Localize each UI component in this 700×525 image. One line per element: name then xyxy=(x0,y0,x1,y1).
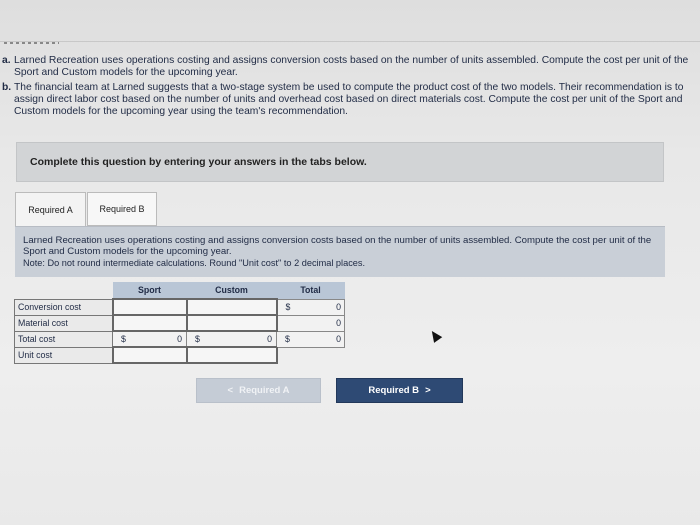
row-label-material-cost: Material cost xyxy=(15,315,113,331)
prev-required-a-button[interactable] xyxy=(196,378,321,403)
header-custom: Custom xyxy=(187,282,277,299)
total-conversion-dollar: $ xyxy=(285,301,291,312)
next-button-label: Required B xyxy=(368,385,420,396)
mouse-cursor-icon xyxy=(428,328,443,343)
question-list xyxy=(2,55,698,120)
custom-conversion-input[interactable] xyxy=(187,299,277,315)
row-label-total-cost: Total cost xyxy=(15,331,113,347)
custom-total-cell xyxy=(187,331,277,347)
grand-total-dollar: $ xyxy=(285,333,290,344)
row-label-unit-cost: Unit cost xyxy=(15,347,113,363)
question-a xyxy=(2,55,698,80)
tab-required-a[interactable] xyxy=(15,192,86,227)
top-dash-decoration xyxy=(4,42,59,44)
table-row xyxy=(15,331,345,347)
custom-total-dollar: $ xyxy=(195,334,200,344)
prev-button-label: Required A xyxy=(239,385,290,396)
question-a-text: Larned Recreation uses operations costing and assigns conversion costs based on the number of units assembled. Compute the cost per unit of the Sport and Custom models for the upcoming year. xyxy=(14,55,689,79)
total-material-cell xyxy=(277,315,345,331)
custom-total-value: 0 xyxy=(267,334,272,344)
header-blank xyxy=(15,282,113,299)
custom-material-input[interactable] xyxy=(187,315,277,331)
instruction-text: Complete this question by entering your answers in the tabs below. xyxy=(30,156,367,168)
table-row xyxy=(15,347,345,363)
chevron-right-icon: > xyxy=(425,385,431,396)
tab-required-b[interactable] xyxy=(87,192,157,226)
chevron-left-icon: < xyxy=(227,385,234,396)
grand-total-value: 0 xyxy=(336,333,341,344)
tab-required-a-label: Required A xyxy=(28,205,73,215)
panel-text-block xyxy=(23,235,653,269)
sport-total-value: 0 xyxy=(177,334,182,344)
question-b xyxy=(2,82,698,119)
question-a-letter: a. xyxy=(2,55,11,66)
custom-unit-cost-input[interactable] xyxy=(187,347,277,363)
table-row xyxy=(15,299,345,315)
total-material-value: 0 xyxy=(336,317,341,328)
header-total: Total xyxy=(277,282,345,299)
instruction-banner xyxy=(16,142,664,182)
table-row xyxy=(15,315,345,331)
answer-table xyxy=(14,282,345,364)
total-conversion-cell xyxy=(277,299,345,315)
header-sport: Sport xyxy=(113,282,187,299)
sport-unit-cost-input[interactable] xyxy=(113,347,187,363)
panel-description: Larned Recreation uses operations costing and assigns conversion costs based on the number of units assembled. Compute the cost per unit of the Sport and Custom models for the upcoming year. xyxy=(23,235,652,258)
total-conversion-value: 0 xyxy=(336,301,341,312)
sport-total-dollar: $ xyxy=(121,334,126,344)
table-header-row xyxy=(15,282,345,299)
row-label-conversion-cost: Conversion cost xyxy=(15,299,113,315)
sport-conversion-input[interactable] xyxy=(113,299,187,315)
tab-required-b-label: Required B xyxy=(99,204,145,214)
panel-note: Note: Do not round intermediate calculations. Round "Unit cost" to 2 decimal places. xyxy=(23,257,366,268)
question-b-letter: b. xyxy=(2,81,12,93)
question-panel xyxy=(15,226,665,277)
sport-total-cell xyxy=(113,331,187,347)
grand-total-cell xyxy=(277,331,345,347)
top-divider xyxy=(0,41,700,42)
question-b-text: The financial team at Larned suggests that a two-stage system be used to compute the product cost of the two models. Their recommendation is to assign direct labor cost based on the number of units and overhead cost based on direct materials cost. Compute the cost per unit of the Sport and Custom models for the upcoming year using the team's recommendation. xyxy=(14,81,684,118)
sport-material-input[interactable] xyxy=(113,315,187,331)
unit-cost-total-empty xyxy=(277,347,345,363)
next-required-b-button[interactable] xyxy=(336,378,463,403)
